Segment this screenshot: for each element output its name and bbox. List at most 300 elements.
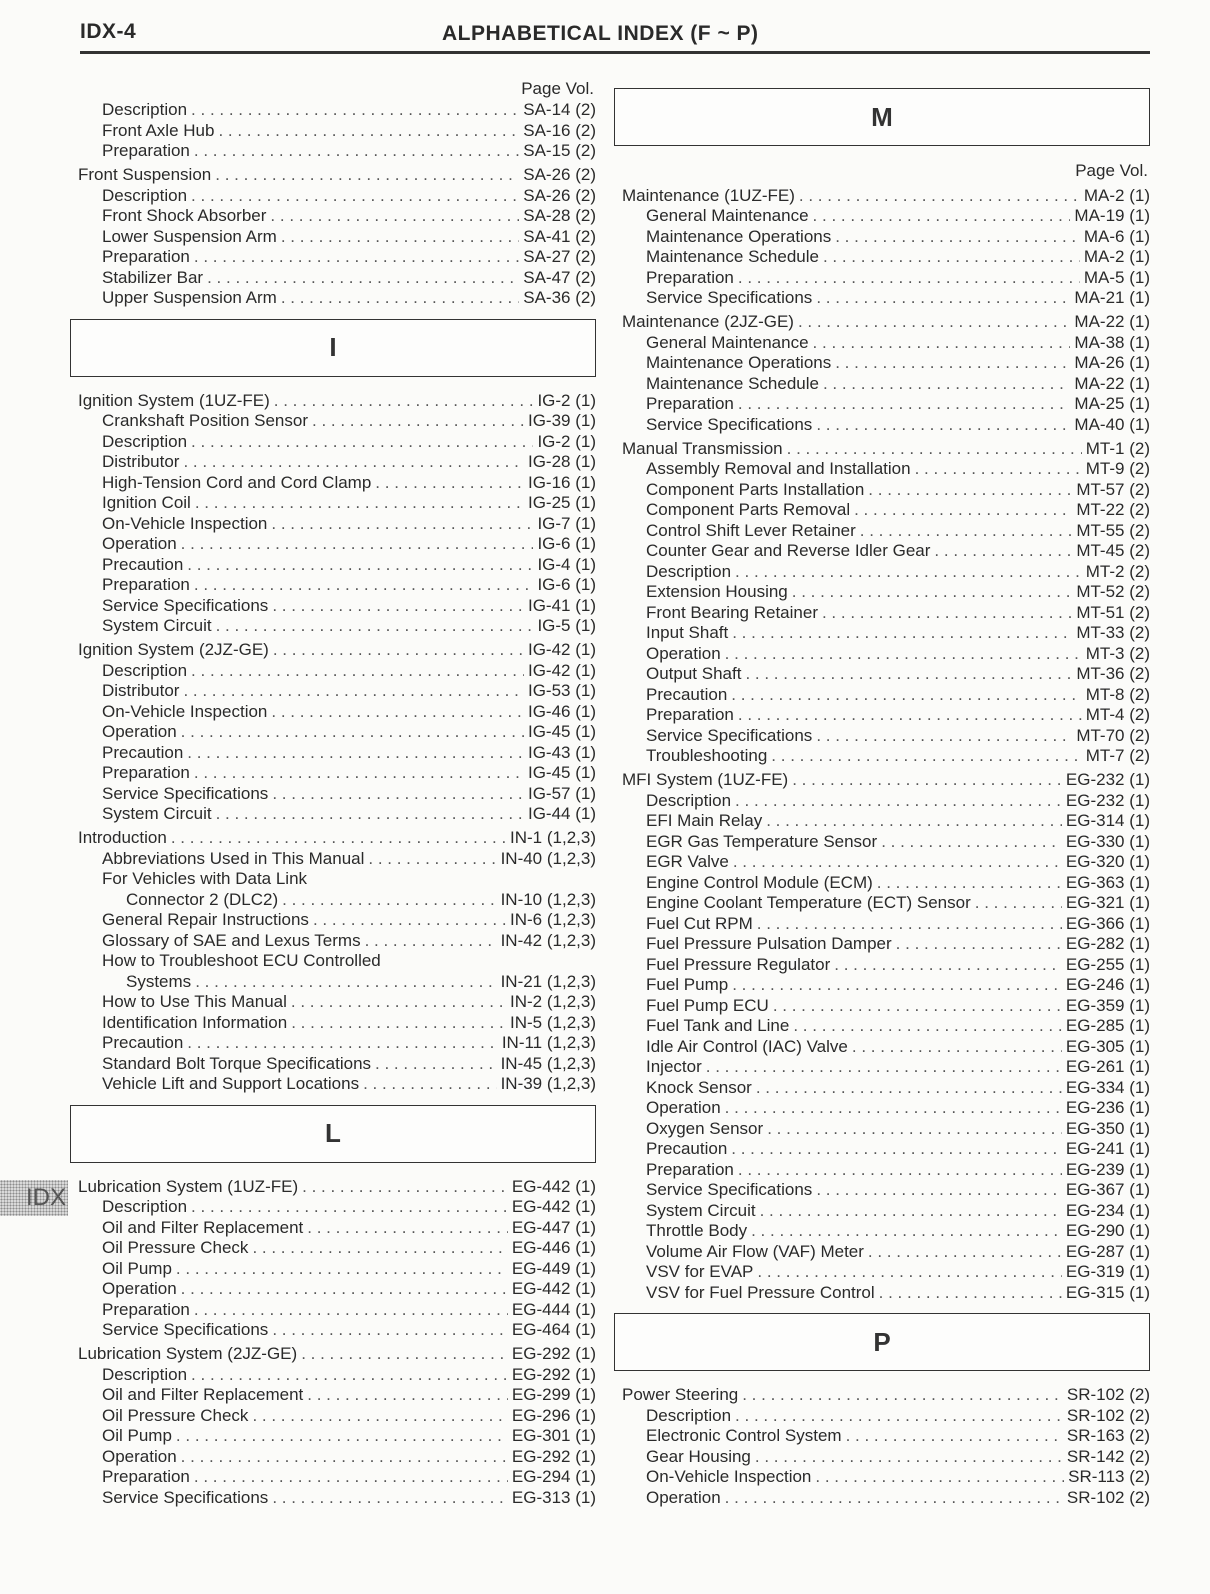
entry-label: Maintenance (2JZ-GE) — [622, 312, 794, 331]
index-subentry — [614, 288, 1150, 309]
entry-label: Engine Coolant Temperature (ECT) Sensor — [646, 893, 971, 912]
index-entry — [70, 1177, 596, 1198]
entry-label: Service Specifications — [646, 288, 813, 307]
entry-label: MFI System (1UZ-FE) — [622, 770, 789, 789]
index-subentry — [614, 582, 1150, 603]
index-subentry — [614, 832, 1150, 853]
entry-label: Assembly Removal and Installation — [646, 459, 911, 478]
dot-leader — [835, 353, 1070, 374]
index-subentry — [614, 268, 1150, 289]
page-reference: EG-255 (1) — [1065, 954, 1150, 974]
entry-label: Service Specifications — [646, 414, 813, 434]
index-subentry — [614, 685, 1150, 706]
page-reference: MA-40 (1) — [1074, 414, 1150, 434]
page-reference: IG-43 (1) — [527, 742, 596, 762]
index-subentry — [614, 1426, 1150, 1447]
dot-leader — [171, 828, 506, 849]
index-entry — [614, 770, 1150, 791]
page-reference: IG-25 (1) — [527, 493, 596, 512]
index-subentry — [70, 849, 596, 870]
index-subentry — [614, 603, 1150, 624]
entry-label: Upper Suspension Arm — [102, 288, 277, 307]
page-reference: SA-26 (2) — [523, 165, 596, 184]
dot-leader — [187, 1033, 498, 1054]
dot-leader — [815, 1467, 1064, 1488]
entry-label: Fuel Tank and Line — [646, 1016, 790, 1035]
entry-label: Service Specifications — [102, 595, 269, 615]
dot-leader — [915, 459, 1082, 480]
page-reference: EG-314 (1) — [1065, 811, 1150, 830]
page-reference: MT-57 (2) — [1076, 479, 1150, 499]
dot-leader — [835, 227, 1080, 248]
entry-label: Front Bearing Retainer — [646, 602, 818, 622]
dot-leader — [181, 534, 534, 555]
dot-leader — [194, 763, 524, 784]
page-reference: IG-7 (1) — [537, 513, 596, 533]
dot-leader — [365, 931, 497, 952]
index-subentry — [614, 1180, 1150, 1201]
page-reference: EG-320 (1) — [1065, 852, 1150, 871]
index-entry — [614, 1385, 1150, 1406]
index-subentry — [70, 141, 596, 162]
page-reference: MA-26 (1) — [1074, 353, 1150, 372]
index-subentry — [70, 910, 596, 931]
index-subentry — [614, 459, 1150, 480]
page-reference: IN-6 (1,2,3) — [510, 910, 596, 929]
section-letter-box — [70, 1105, 596, 1163]
page-vol-header: Page Vol. — [521, 79, 594, 98]
page-reference: SA-27 (2) — [523, 247, 596, 266]
dot-leader — [787, 439, 1082, 460]
entry-label: Description — [102, 185, 188, 205]
dot-leader — [191, 100, 519, 121]
index-subentry — [614, 791, 1150, 812]
page-reference: EG-290 (1) — [1065, 1221, 1150, 1240]
page-reference: EG-292 (1) — [511, 1364, 596, 1384]
page-reference: EG-321 (1) — [1065, 893, 1150, 912]
page-reference: IG-41 (1) — [527, 595, 596, 615]
entry-label: Crankshaft Position Sensor — [102, 411, 308, 430]
entry-label: Power Steering — [622, 1385, 739, 1404]
page-reference: SA-16 (2) — [523, 120, 596, 140]
page-reference: IG-45 (1) — [527, 722, 596, 741]
entry-label: General Repair Instructions — [102, 910, 309, 929]
index-subentry — [614, 811, 1150, 832]
page-reference: EG-239 (1) — [1065, 1159, 1150, 1179]
page-reference: SR-102 (2) — [1066, 1385, 1150, 1404]
index-subentry — [70, 1320, 596, 1341]
entry-label: Description — [102, 660, 188, 680]
page-reference: EG-442 (1) — [511, 1176, 596, 1196]
dot-leader — [363, 1074, 496, 1095]
index-entry — [70, 828, 596, 849]
dot-leader — [732, 623, 1072, 644]
entry-label: Operation — [646, 643, 721, 663]
dot-leader — [176, 1259, 508, 1280]
entry-label: Troubleshooting — [646, 746, 768, 765]
dot-leader — [302, 1177, 508, 1198]
entry-label: Fuel Pump — [646, 975, 729, 994]
page-reference: IG-2 (1) — [537, 390, 596, 410]
index-subentry — [70, 972, 596, 993]
page-reference: MA-38 (1) — [1074, 332, 1150, 352]
entry-label: Description — [646, 790, 732, 810]
entry-label: Extension Housing — [646, 582, 788, 601]
index-subentry — [70, 452, 596, 473]
dot-leader — [191, 432, 533, 453]
entry-label: Vehicle Lift and Support Locations — [102, 1074, 360, 1093]
entry-label: System Circuit — [646, 1200, 756, 1220]
dot-leader — [738, 705, 1082, 726]
entry-label: Lubrication System (2JZ-GE) — [78, 1344, 298, 1363]
page-reference: EG-442 (1) — [511, 1279, 596, 1298]
page-reference: IG-2 (1) — [537, 431, 596, 451]
entry-label: Preparation — [646, 705, 734, 724]
index-subentry — [70, 596, 596, 617]
index-subentry — [70, 121, 596, 142]
page-reference: EG-447 (1) — [511, 1217, 596, 1237]
dot-leader — [291, 1013, 506, 1034]
section-letter-box — [614, 1313, 1150, 1371]
dot-leader — [852, 1037, 1062, 1058]
dot-leader — [755, 1447, 1063, 1468]
index-entry — [70, 391, 596, 412]
page-reference: SR-102 (2) — [1066, 1487, 1150, 1507]
dot-leader — [725, 644, 1082, 665]
index-subentry — [614, 480, 1150, 501]
dot-leader — [706, 1057, 1062, 1078]
index-subentry — [614, 852, 1150, 873]
page-reference: MT-3 (2) — [1085, 643, 1150, 663]
dot-leader — [218, 121, 519, 142]
dot-leader — [751, 1221, 1062, 1242]
page-reference: IG-6 (1) — [537, 575, 596, 594]
entry-label: Maintenance Operations — [646, 353, 832, 372]
dot-leader — [854, 500, 1072, 521]
page-reference: IN-1 (1,2,3) — [510, 828, 596, 847]
index-subentry — [614, 1283, 1150, 1304]
page-reference: EG-305 (1) — [1065, 1036, 1150, 1056]
index-subentry — [70, 514, 596, 535]
page-reference: MT-36 (2) — [1076, 664, 1150, 683]
index-subentry — [614, 247, 1150, 268]
dot-leader — [735, 1406, 1063, 1427]
entry-label: Operation — [646, 1098, 721, 1117]
index-subentry — [70, 722, 596, 743]
page-reference: EG-241 (1) — [1065, 1139, 1150, 1158]
entry-label: Injector — [646, 1057, 702, 1076]
page-reference: IG-53 (1) — [527, 681, 596, 700]
dot-leader — [877, 873, 1062, 894]
dot-leader — [745, 664, 1072, 685]
index-entry — [70, 165, 596, 186]
index-subentry — [70, 1488, 596, 1509]
entry-label: Systems — [126, 971, 192, 991]
entry-label: Maintenance Schedule — [646, 373, 819, 393]
page-reference: EG-301 (1) — [511, 1426, 596, 1445]
dot-leader — [896, 934, 1062, 955]
index-subentry — [614, 374, 1150, 395]
index-subentry — [70, 1238, 596, 1259]
dot-leader — [879, 1283, 1062, 1304]
page-reference: EG-292 (1) — [511, 1446, 596, 1466]
page-reference: EG-294 (1) — [511, 1467, 596, 1486]
dot-leader — [272, 596, 524, 617]
entry-label: Lower Suspension Arm — [102, 226, 277, 246]
page-reference: IG-6 (1) — [537, 534, 596, 553]
dot-leader — [738, 1160, 1062, 1181]
page-reference: MT-55 (2) — [1076, 520, 1150, 540]
index-subentry — [614, 893, 1150, 914]
page-reference: IN-40 (1,2,3) — [500, 848, 596, 868]
dot-leader — [181, 1279, 508, 1300]
dot-leader — [813, 333, 1071, 354]
index-subentry — [614, 914, 1150, 935]
index-subentry — [70, 1365, 596, 1386]
entry-label: EGR Gas Temperature Sensor — [646, 831, 878, 851]
dot-leader — [187, 555, 533, 576]
dot-leader — [307, 1385, 508, 1406]
page-reference: IN-11 (1,2,3) — [501, 1033, 596, 1052]
index-subentry — [614, 1467, 1150, 1488]
section-letter-box — [614, 88, 1150, 146]
entry-label: Preparation — [102, 1299, 190, 1319]
entry-label: Knock Sensor — [646, 1077, 752, 1097]
entry-label: Input Shaft — [646, 623, 729, 642]
dot-leader — [216, 804, 524, 825]
dot-leader — [176, 1426, 508, 1447]
entry-label: Fuel Pump ECU — [646, 995, 769, 1015]
dot-leader — [307, 1218, 508, 1239]
dot-leader — [191, 1197, 508, 1218]
index-subentry — [614, 623, 1150, 644]
dot-leader — [194, 141, 519, 162]
index-subentry — [70, 1033, 596, 1054]
entry-label: Abbreviations Used in This Manual — [102, 848, 365, 868]
page-reference: SA-28 (2) — [523, 206, 596, 225]
index-subentry — [614, 955, 1150, 976]
section-letter: L — [325, 1118, 341, 1148]
page-reference: IN-42 (1,2,3) — [500, 930, 596, 950]
page-reference: EG-296 (1) — [511, 1405, 596, 1425]
entry-label: Operation — [102, 1279, 177, 1298]
page-reference: MA-19 (1) — [1074, 206, 1150, 225]
entry-label: VSV for Fuel Pressure Control — [646, 1282, 875, 1302]
entry-label: On-Vehicle Inspection — [646, 1467, 812, 1486]
page-reference: IN-2 (1,2,3) — [510, 992, 596, 1011]
dot-leader — [798, 312, 1070, 333]
dot-leader — [194, 1467, 508, 1488]
page-reference: MT-1 (2) — [1085, 438, 1150, 458]
entry-label: Stabilizer Bar — [102, 267, 204, 287]
dot-leader — [816, 726, 1072, 747]
entry-label: Glossary of SAE and Lexus Terms — [102, 930, 361, 950]
dot-leader — [272, 1488, 508, 1509]
index-subentry — [614, 1221, 1150, 1242]
entry-label: Description — [102, 1364, 188, 1384]
page-reference: EG-299 (1) — [511, 1385, 596, 1404]
index-subentry — [614, 996, 1150, 1017]
dot-leader — [183, 452, 524, 473]
dot-leader — [868, 1242, 1062, 1263]
index-subentry — [70, 1197, 596, 1218]
dot-leader — [194, 575, 534, 596]
index-subentry — [614, 353, 1150, 374]
entry-label: Preparation — [646, 267, 734, 287]
page-reference: EG-287 (1) — [1065, 1241, 1150, 1261]
page-reference: EG-359 (1) — [1065, 995, 1150, 1015]
entry-label: Ignition System (1UZ-FE) — [78, 390, 270, 410]
entry-label: Front Axle Hub — [102, 120, 215, 140]
index-subentry — [70, 1218, 596, 1239]
entry-label: System Circuit — [102, 616, 212, 635]
page-vol-header: Page Vol. — [1075, 161, 1148, 180]
index-subentry — [70, 890, 596, 911]
dot-leader — [191, 1365, 508, 1386]
entry-label: Front Shock Absorber — [102, 206, 267, 225]
dot-leader — [756, 1078, 1062, 1099]
entry-label: Description — [102, 100, 188, 119]
entry-label: On-Vehicle Inspection — [102, 513, 268, 533]
page-reference: EG-261 (1) — [1065, 1057, 1150, 1076]
index-subentry — [614, 1098, 1150, 1119]
entry-label: Front Suspension — [78, 165, 212, 184]
page-reference: IG-28 (1) — [527, 452, 596, 471]
page-title: ALPHABETICAL INDEX (F ~ P) — [442, 22, 759, 45]
entry-label: Connector 2 (DLC2) — [126, 889, 279, 909]
dot-leader — [187, 743, 524, 764]
index-subentry — [70, 288, 596, 309]
entry-label: Control Shift Lever Retainer — [646, 520, 856, 540]
dot-leader — [860, 521, 1073, 542]
entry-label: Oxygen Sensor — [646, 1118, 764, 1138]
entry-label: Oil and Filter Replacement — [102, 1217, 304, 1237]
page-reference: EG-292 (1) — [511, 1344, 596, 1363]
entry-label: Engine Control Module (ECM) — [646, 872, 873, 892]
entry-label: Ignition Coil — [102, 493, 191, 512]
dot-leader — [191, 186, 519, 207]
dot-leader — [816, 1180, 1062, 1201]
dot-leader — [792, 770, 1062, 791]
index-entry — [614, 312, 1150, 333]
dot-leader — [272, 1320, 508, 1341]
entry-label: Description — [646, 561, 732, 581]
entry-label: General Maintenance — [646, 332, 809, 352]
page-reference: SR-163 (2) — [1066, 1426, 1150, 1445]
index-subentry — [614, 206, 1150, 227]
index-subentry — [70, 1385, 596, 1406]
dot-leader — [868, 480, 1072, 501]
dot-leader — [816, 415, 1070, 436]
entry-label: Component Parts Removal — [646, 500, 851, 519]
page-reference: MA-6 (1) — [1083, 226, 1150, 246]
dot-leader — [282, 890, 496, 911]
dot-leader — [194, 247, 519, 268]
dot-leader — [252, 1406, 507, 1427]
page-reference: EG-330 (1) — [1065, 831, 1150, 851]
dot-leader — [733, 852, 1062, 873]
index-subentry — [614, 873, 1150, 894]
dot-leader — [725, 1098, 1062, 1119]
page-reference: IG-4 (1) — [537, 554, 596, 574]
dot-leader — [271, 702, 524, 723]
index-subentry — [70, 804, 596, 825]
page-reference: EG-464 (1) — [511, 1320, 596, 1339]
idx-side-tab — [0, 1180, 68, 1216]
index-subentry — [70, 1447, 596, 1468]
page-reference: EG-444 (1) — [511, 1299, 596, 1319]
dot-leader — [735, 562, 1082, 583]
page-reference: MT-4 (2) — [1085, 705, 1150, 724]
index-subentry — [70, 616, 596, 637]
dot-leader — [195, 493, 524, 514]
dot-leader — [975, 893, 1062, 914]
page-reference: EG-350 (1) — [1065, 1118, 1150, 1138]
index-subentry — [70, 1074, 596, 1095]
page-reference: MT-8 (2) — [1085, 684, 1150, 704]
page-reference: EG-367 (1) — [1065, 1180, 1150, 1199]
dot-leader — [813, 206, 1071, 227]
dot-leader — [771, 746, 1081, 767]
dot-leader — [191, 661, 524, 682]
page-number: IDX-4 — [80, 20, 137, 43]
page-reference: MA-25 (1) — [1074, 394, 1150, 413]
index-subentry — [70, 186, 596, 207]
index-subentry — [70, 555, 596, 576]
dot-leader — [735, 791, 1062, 812]
index-subentry — [70, 931, 596, 952]
page-reference: EG-234 (1) — [1065, 1200, 1150, 1220]
index-subentry — [614, 746, 1150, 767]
entry-label: Fuel Pressure Pulsation Damper — [646, 934, 892, 953]
index-subentry — [614, 1406, 1150, 1427]
index-subentry — [614, 1037, 1150, 1058]
page-reference: SA-36 (2) — [523, 288, 596, 307]
entry-label: Output Shaft — [646, 664, 742, 683]
page-reference: SA-15 (2) — [523, 141, 596, 160]
dot-leader — [270, 206, 519, 227]
entry-label: Electronic Control System — [646, 1426, 842, 1445]
dot-leader — [816, 288, 1070, 309]
section-letter: P — [873, 1326, 891, 1357]
index-subentry — [70, 493, 596, 514]
page-reference: EG-334 (1) — [1065, 1077, 1150, 1097]
dot-leader — [301, 1344, 508, 1365]
page-reference: MT-33 (2) — [1076, 623, 1150, 642]
index-subentry — [614, 644, 1150, 665]
index-entry — [70, 1344, 596, 1365]
dot-leader — [216, 616, 534, 637]
entry-label: Service Specifications — [102, 783, 269, 803]
entry-label: Service Specifications — [646, 1180, 813, 1199]
index-subentry — [614, 934, 1150, 955]
page-reference: IG-45 (1) — [527, 763, 596, 782]
page-reference: SA-41 (2) — [523, 226, 596, 246]
entry-label: Preparation — [102, 1467, 190, 1486]
entry-label: How to Use This Manual — [102, 992, 287, 1011]
page-reference: MT-52 (2) — [1076, 582, 1150, 601]
page-reference: IG-16 (1) — [527, 472, 596, 492]
entry-label: Precaution — [102, 1033, 184, 1052]
section-letter-box — [70, 319, 596, 377]
page-reference: IG-42 (1) — [527, 660, 596, 680]
page-reference: IN-5 (1,2,3) — [510, 1012, 596, 1032]
page-reference: EG-442 (1) — [511, 1197, 596, 1216]
dot-leader — [313, 910, 506, 931]
index-subentry — [70, 534, 596, 555]
dot-leader — [767, 1119, 1062, 1140]
page-reference: MT-22 (2) — [1076, 500, 1150, 519]
